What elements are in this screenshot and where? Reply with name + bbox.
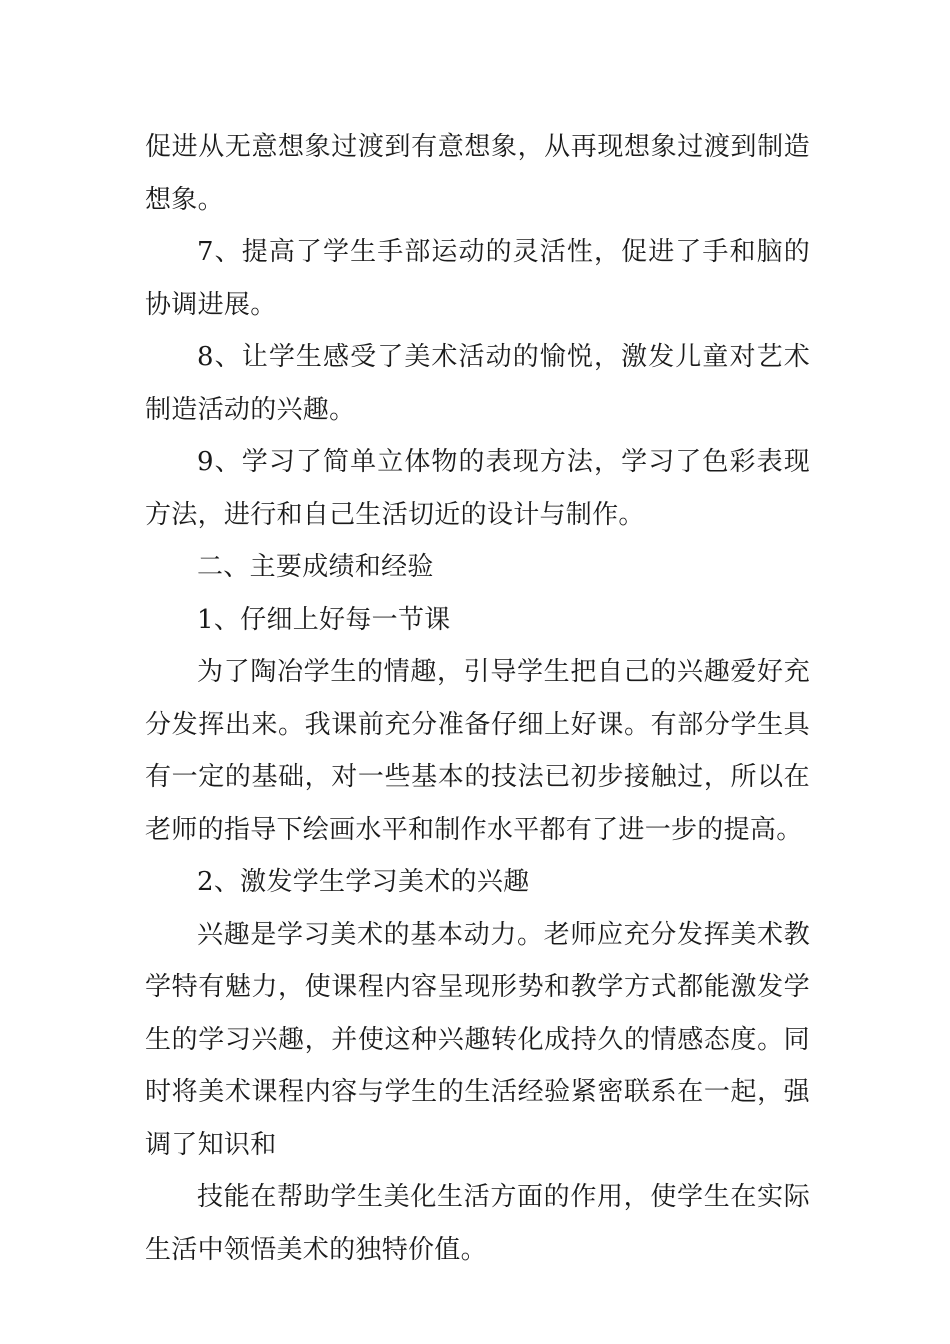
paragraph-lesson-preparation: 为了陶冶学生的情趣，引导学生把自己的兴趣爱好充分发挥出来。我课前充分准备仔细上好课。有部分学生具有一定的基础，对一些基本的技法已初步接触过，所以在老师的指导下绘画水平和制作水平都有了进一步的提高。 bbox=[145, 657, 810, 845]
paragraph-interest: 兴趣是学习美术的基本动力。老师应充分发挥美术教学特有魅力，使课程内容呈现形势和教学方式都能激发学生的学习兴趣，并使这种兴趣转化成持久的情感态度。同时将美术课程内容与学生的生活经验紧密联系在一起，强调了知识和 bbox=[145, 919, 810, 1160]
section-heading-achievements: 二、主要成绩和经验 bbox=[197, 552, 434, 582]
document-body bbox=[145, 121, 810, 1276]
paragraph-skills-value: 技能在帮助学生美化生活方面的作用，使学生在实际生活中领悟美术的独特价值。 bbox=[145, 1182, 810, 1265]
paragraph-item-7: 7、提高了学生手部运动的灵活性，促进了手和脑的协调进展。 bbox=[145, 237, 810, 320]
paragraph-item-8: 8、让学生感受了美术活动的愉悦，激发儿童对艺术制造活动的兴趣。 bbox=[145, 342, 810, 425]
subheading-1: 1、仔细上好每一节课 bbox=[197, 604, 451, 635]
paragraph-item-9: 9、学习了简单立体物的表现方法，学习了色彩表现方法，进行和自己生活切近的设计与制作。 bbox=[145, 447, 810, 530]
paragraph-imagination: 促进从无意想象过渡到有意想象，从再现想象过渡到制造想象。 bbox=[145, 132, 810, 215]
subheading-2: 2、激发学生学习美术的兴趣 bbox=[197, 867, 530, 897]
